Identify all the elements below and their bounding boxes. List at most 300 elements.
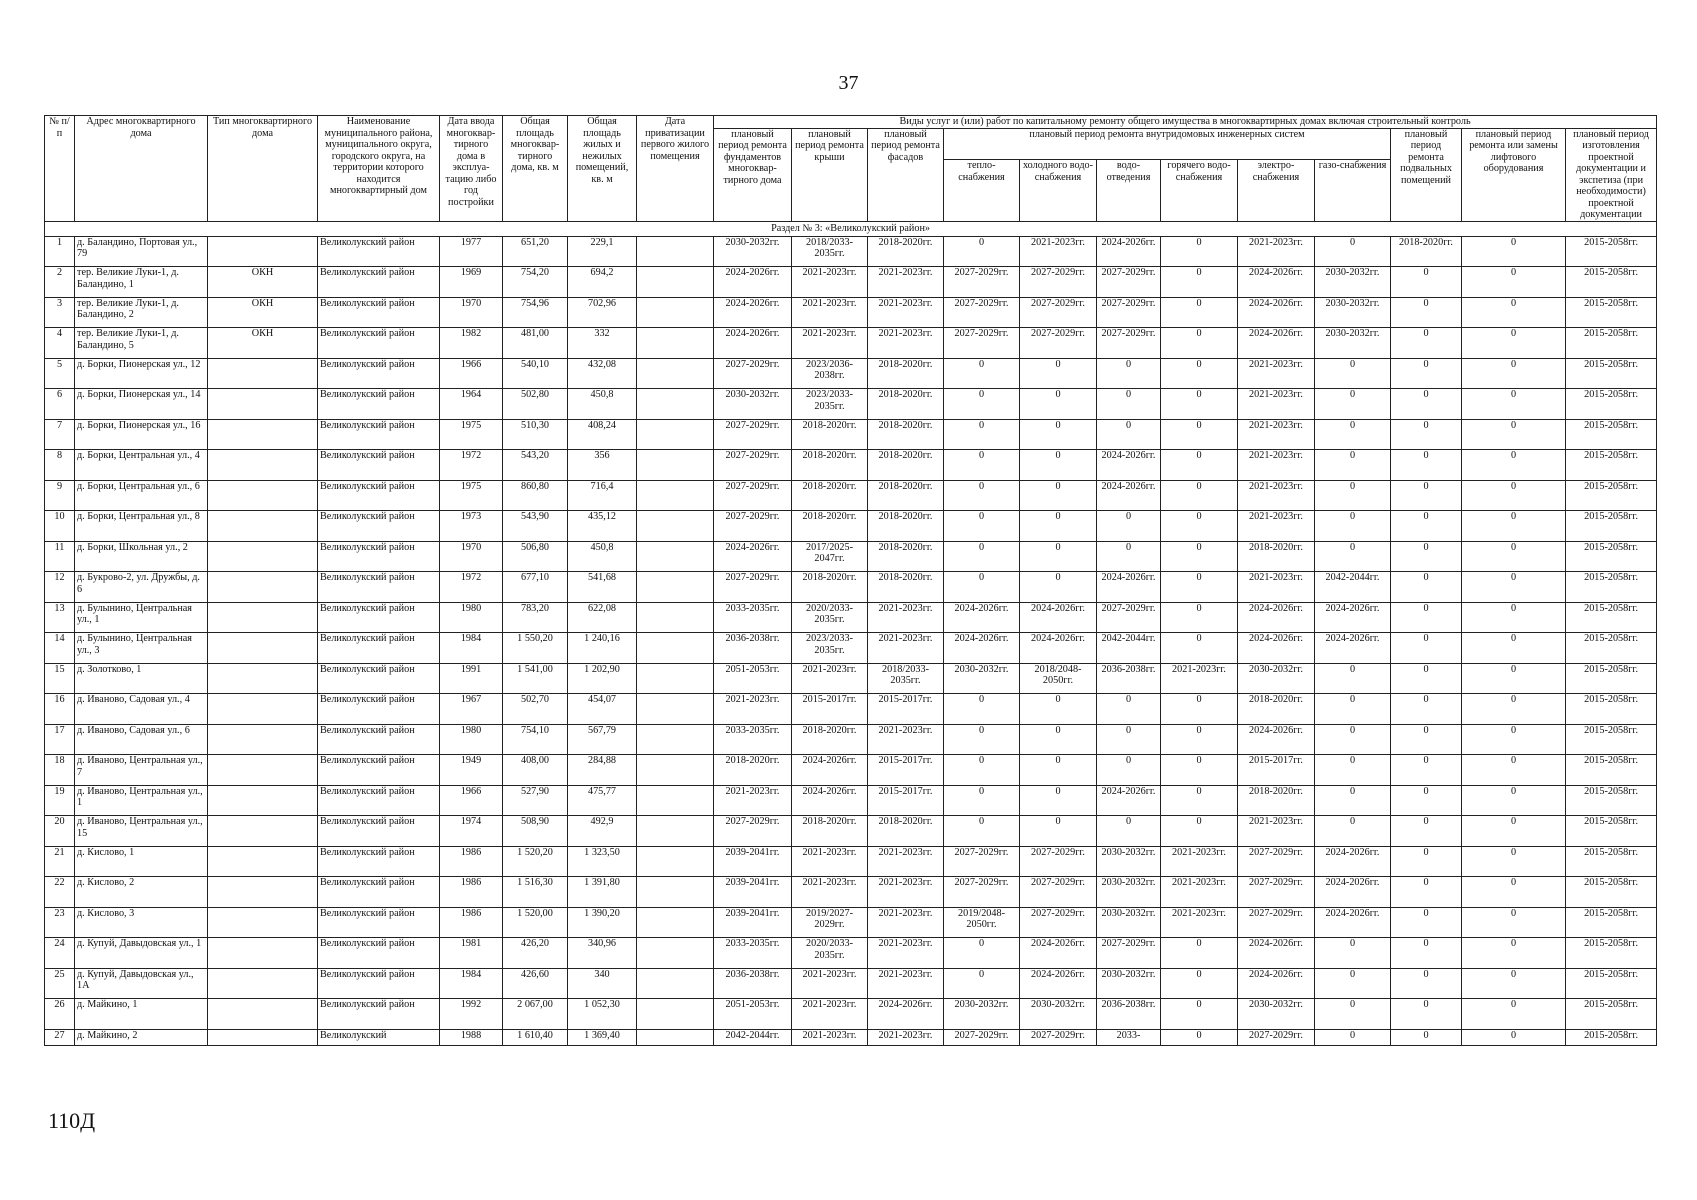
cell-electric: 2024-2026гг. [1238,267,1315,298]
cell-residential-area: 340,96 [568,938,637,969]
table-row [45,694,1657,725]
cell-municipality: Великолукский район [318,358,440,389]
cell-gas: 0 [1315,785,1391,816]
cell-total-area: 1 520,20 [503,846,568,877]
cell-cold-water: 0 [1020,480,1097,511]
cell-residential-area: 284,88 [568,755,637,786]
cell-electric: 2021-2023гг. [1238,358,1315,389]
cell-num: 7 [45,419,75,450]
cell-sewer: 2033- [1097,1029,1161,1045]
cell-privatization [637,389,714,420]
cell-gas: 0 [1315,511,1391,542]
cell-foundation: 2039-2041гг. [714,846,792,877]
cell-facade: 2015-2017гг. [868,785,944,816]
cell-facade: 2018-2020гг. [868,236,944,267]
cell-foundation: 2018-2020гг. [714,755,792,786]
cell-hot-water: 0 [1161,419,1238,450]
cell-num: 5 [45,358,75,389]
cell-hot-water: 0 [1161,450,1238,481]
cell-heat: 2024-2026гг. [944,602,1020,633]
section-title: Раздел № 3: «Великолукский район» [45,221,1657,236]
cell-design: 2015-2058гг. [1566,328,1657,359]
cell-heat: 0 [944,724,1020,755]
cell-sewer: 0 [1097,541,1161,572]
cell-design: 2015-2058гг. [1566,663,1657,694]
cell-electric: 2027-2029гг. [1238,846,1315,877]
header-roof: плановый период ремонта крыши [792,128,868,221]
table-row [45,480,1657,511]
cell-heat: 0 [944,450,1020,481]
cell-elevator: 0 [1462,938,1566,969]
cell-basement: 0 [1391,419,1462,450]
cell-residential-area: 567,79 [568,724,637,755]
table-row [45,938,1657,969]
cell-hot-water: 0 [1161,358,1238,389]
cell-municipality: Великолукский район [318,572,440,603]
cell-cold-water: 2024-2026гг. [1020,633,1097,664]
cell-address: д. Иваново, Садовая ул., 4 [75,694,208,725]
table-row [45,785,1657,816]
cell-facade: 2018-2020гг. [868,480,944,511]
cell-foundation: 2027-2029гг. [714,572,792,603]
cell-roof: 2021-2023гг. [792,968,868,999]
cell-heat: 0 [944,816,1020,847]
cell-foundation: 2036-2038гг. [714,633,792,664]
table-row [45,358,1657,389]
cell-roof: 2019/2027-2029гг. [792,907,868,938]
cell-privatization [637,1029,714,1045]
cell-privatization [637,480,714,511]
cell-type [208,541,318,572]
table-row [45,297,1657,328]
cell-num: 8 [45,450,75,481]
cell-municipality: Великолукский район [318,602,440,633]
cell-municipality: Великолукский район [318,389,440,420]
cell-basement: 0 [1391,999,1462,1030]
header-heat: тепло-снабжения [944,160,1020,221]
cell-roof: 2023/2033-2035гг. [792,633,868,664]
table-row [45,267,1657,298]
cell-hot-water: 0 [1161,938,1238,969]
cell-municipality: Великолукский район [318,755,440,786]
cell-sewer: 0 [1097,358,1161,389]
cell-foundation: 2033-2035гг. [714,724,792,755]
cell-elevator: 0 [1462,511,1566,542]
cell-roof: 2021-2023гг. [792,999,868,1030]
cell-type [208,602,318,633]
cell-type [208,1029,318,1045]
cell-total-area: 754,20 [503,267,568,298]
cell-municipality: Великолукский район [318,419,440,450]
cell-type [208,511,318,542]
cell-heat: 0 [944,419,1020,450]
cell-municipality: Великолукский район [318,267,440,298]
cell-residential-area: 432,08 [568,358,637,389]
cell-hot-water: 0 [1161,511,1238,542]
cell-type [208,663,318,694]
cell-design: 2015-2058гг. [1566,785,1657,816]
cell-address: д. Майкино, 1 [75,999,208,1030]
cell-num: 11 [45,541,75,572]
cell-elevator: 0 [1462,877,1566,908]
cell-residential-area: 340 [568,968,637,999]
cell-gas: 2030-2032гг. [1315,267,1391,298]
cell-sewer: 2024-2026гг. [1097,572,1161,603]
cell-electric: 2018-2020гг. [1238,694,1315,725]
cell-basement: 0 [1391,785,1462,816]
cell-num: 4 [45,328,75,359]
cell-residential-area: 229,1 [568,236,637,267]
cell-elevator: 0 [1462,541,1566,572]
cell-design: 2015-2058гг. [1566,938,1657,969]
cell-basement: 0 [1391,633,1462,664]
cell-type [208,419,318,450]
cell-electric: 2024-2026гг. [1238,633,1315,664]
header-sewer: водо-отведения [1097,160,1161,221]
cell-num: 22 [45,877,75,908]
cell-residential-area: 450,8 [568,389,637,420]
cell-municipality: Великолукский район [318,724,440,755]
cell-electric: 2021-2023гг. [1238,389,1315,420]
cell-hot-water: 0 [1161,785,1238,816]
cell-design: 2015-2058гг. [1566,633,1657,664]
cell-design: 2015-2058гг. [1566,358,1657,389]
table-row [45,450,1657,481]
cell-type [208,572,318,603]
cell-basement: 0 [1391,663,1462,694]
cell-residential-area: 1 202,90 [568,663,637,694]
cell-facade: 2021-2023гг. [868,846,944,877]
cell-municipality: Великолукский район [318,816,440,847]
cell-facade: 2015-2017гг. [868,694,944,725]
cell-foundation: 2033-2035гг. [714,602,792,633]
cell-hot-water: 0 [1161,297,1238,328]
cell-residential-area: 1 390,20 [568,907,637,938]
cell-roof: 2021-2023гг. [792,267,868,298]
cell-heat: 2024-2026гг. [944,633,1020,664]
cell-elevator: 0 [1462,602,1566,633]
cell-municipality: Великолукский район [318,938,440,969]
cell-gas: 0 [1315,450,1391,481]
cell-heat: 2027-2029гг. [944,267,1020,298]
cell-total-area: 543,90 [503,511,568,542]
cell-total-area: 754,96 [503,297,568,328]
table-row [45,633,1657,664]
cell-elevator: 0 [1462,968,1566,999]
cell-cold-water: 0 [1020,785,1097,816]
cell-type [208,236,318,267]
cell-basement: 0 [1391,816,1462,847]
cell-year: 1967 [440,694,503,725]
table-row [45,1029,1657,1045]
cell-heat: 0 [944,236,1020,267]
cell-foundation: 2027-2029гг. [714,419,792,450]
cell-privatization [637,511,714,542]
cell-gas: 0 [1315,480,1391,511]
cell-facade: 2021-2023гг. [868,907,944,938]
cell-elevator: 0 [1462,694,1566,725]
cell-electric: 2030-2032гг. [1238,663,1315,694]
header-electric: электро-снабжения [1238,160,1315,221]
cell-gas: 2024-2026гг. [1315,907,1391,938]
cell-foundation: 2027-2029гг. [714,450,792,481]
cell-basement: 0 [1391,694,1462,725]
cell-design: 2015-2058гг. [1566,602,1657,633]
cell-residential-area: 1 052,30 [568,999,637,1030]
cell-address: д. Булынино, Центральная ул., 3 [75,633,208,664]
cell-year: 1980 [440,724,503,755]
cell-num: 19 [45,785,75,816]
cell-electric: 2021-2023гг. [1238,572,1315,603]
header-num: № п/п [45,116,75,222]
cell-total-area: 677,10 [503,572,568,603]
cell-privatization [637,663,714,694]
cell-type [208,938,318,969]
cell-type: ОКН [208,267,318,298]
cell-electric: 2021-2023гг. [1238,511,1315,542]
cell-total-area: 502,80 [503,389,568,420]
cell-hot-water: 0 [1161,480,1238,511]
cell-address: д. Кислово, 3 [75,907,208,938]
cell-residential-area: 622,08 [568,602,637,633]
cell-privatization [637,724,714,755]
cell-gas: 0 [1315,1029,1391,1045]
cell-privatization [637,877,714,908]
cell-year: 1984 [440,633,503,664]
cell-address: д. Булынино, Центральная ул., 1 [75,602,208,633]
cell-design: 2015-2058гг. [1566,968,1657,999]
cell-residential-area: 408,24 [568,419,637,450]
cell-electric: 2018-2020гг. [1238,541,1315,572]
cell-num: 18 [45,755,75,786]
cell-design: 2015-2058гг. [1566,999,1657,1030]
table-row [45,724,1657,755]
cell-gas: 0 [1315,694,1391,725]
cell-elevator: 0 [1462,572,1566,603]
cell-basement: 0 [1391,480,1462,511]
cell-total-area: 426,20 [503,938,568,969]
header-type: Тип многоквартирного дома [208,116,318,222]
cell-facade: 2024-2026гг. [868,999,944,1030]
cell-hot-water: 0 [1161,1029,1238,1045]
cell-electric: 2021-2023гг. [1238,236,1315,267]
cell-heat: 0 [944,755,1020,786]
cell-year: 1980 [440,602,503,633]
cell-design: 2015-2058гг. [1566,1029,1657,1045]
cell-gas: 0 [1315,816,1391,847]
cell-facade: 2021-2023гг. [868,1029,944,1045]
cell-type [208,999,318,1030]
cell-municipality: Великолукский район [318,907,440,938]
cell-municipality: Великолукский район [318,846,440,877]
cell-roof: 2021-2023гг. [792,1029,868,1045]
cell-address: д. Борки, Центральная ул., 8 [75,511,208,542]
cell-electric: 2027-2029гг. [1238,1029,1315,1045]
cell-year: 1975 [440,419,503,450]
cell-total-area: 506,80 [503,541,568,572]
cell-facade: 2021-2023гг. [868,297,944,328]
cell-sewer: 0 [1097,389,1161,420]
cell-address: тер. Великие Луки-1, д. Баландино, 5 [75,328,208,359]
header-commission-date: Дата ввода многоквар-тирного дома в эксплуа-тацию либо год постройки [440,116,503,222]
cell-type [208,389,318,420]
cell-num: 20 [45,816,75,847]
cell-municipality: Великолукский район [318,450,440,481]
cell-total-area: 510,30 [503,419,568,450]
cell-address: д. Баландино, Портовая ул., 79 [75,236,208,267]
cell-year: 1973 [440,511,503,542]
cell-foundation: 2030-2032гг. [714,389,792,420]
cell-residential-area: 1 391,80 [568,877,637,908]
cell-year: 1988 [440,1029,503,1045]
cell-facade: 2021-2023гг. [868,633,944,664]
cell-privatization [637,450,714,481]
cell-sewer: 2027-2029гг. [1097,938,1161,969]
cell-num: 15 [45,663,75,694]
cell-total-area: 540,10 [503,358,568,389]
header-municipality: Наименование муниципального района, муниципального округа, городского округа, на территории которого находится многоквартирный дом [318,116,440,222]
cell-roof: 2017/2025-2047гг. [792,541,868,572]
cell-facade: 2021-2023гг. [868,877,944,908]
cell-sewer: 0 [1097,511,1161,542]
cell-cold-water: 2024-2026гг. [1020,602,1097,633]
cell-sewer: 2027-2029гг. [1097,602,1161,633]
cell-total-area: 754,10 [503,724,568,755]
cell-num: 3 [45,297,75,328]
cell-num: 2 [45,267,75,298]
cell-residential-area: 332 [568,328,637,359]
cell-total-area: 481,00 [503,328,568,359]
cell-sewer: 2036-2038гг. [1097,663,1161,694]
cell-municipality: Великолукский район [318,480,440,511]
cell-privatization [637,846,714,877]
cell-sewer: 2024-2026гг. [1097,480,1161,511]
cell-foundation: 2051-2053гг. [714,999,792,1030]
cell-sewer: 2024-2026гг. [1097,785,1161,816]
cell-elevator: 0 [1462,785,1566,816]
cell-electric: 2027-2029гг. [1238,907,1315,938]
cell-residential-area: 1 240,16 [568,633,637,664]
cell-total-area: 1 520,00 [503,907,568,938]
cell-roof: 2021-2023гг. [792,663,868,694]
cell-address: д. Борки, Пионерская ул., 12 [75,358,208,389]
cell-privatization [637,938,714,969]
cell-heat: 2030-2032гг. [944,663,1020,694]
cell-privatization [637,999,714,1030]
header-engineering-group: плановый период ремонта внутридомовых инженерных систем [944,128,1391,160]
cell-electric: 2015-2017гг. [1238,755,1315,786]
cell-design: 2015-2058гг. [1566,389,1657,420]
cell-address: д. Купуй, Давыдовская ул., 1 [75,938,208,969]
cell-num: 23 [45,907,75,938]
cell-municipality: Великолукский район [318,236,440,267]
table-row [45,999,1657,1030]
cell-address: д. Иваново, Садовая ул., 6 [75,724,208,755]
cell-total-area: 651,20 [503,236,568,267]
cell-foundation: 2036-2038гг. [714,968,792,999]
cell-total-area: 1 516,30 [503,877,568,908]
cell-privatization [637,755,714,786]
footer-code: 110Д [48,1108,96,1133]
cell-privatization [637,968,714,999]
cell-num: 27 [45,1029,75,1045]
cell-facade: 2018-2020гг. [868,419,944,450]
cell-basement: 0 [1391,328,1462,359]
cell-hot-water: 0 [1161,968,1238,999]
cell-year: 1992 [440,999,503,1030]
cell-elevator: 0 [1462,267,1566,298]
table-row [45,389,1657,420]
cell-gas: 0 [1315,389,1391,420]
table-row [45,968,1657,999]
page-number: 37 [838,72,859,94]
cell-num: 1 [45,236,75,267]
cell-municipality: Великолукский район [318,877,440,908]
cell-elevator: 0 [1462,358,1566,389]
cell-roof: 2021-2023гг. [792,297,868,328]
cell-roof: 2018-2020гг. [792,480,868,511]
cell-electric: 2027-2029гг. [1238,877,1315,908]
header-elevator: плановый период ремонта или замены лифтового оборудования [1462,128,1566,221]
cell-year: 1966 [440,358,503,389]
cell-total-area: 2 067,00 [503,999,568,1030]
cell-elevator: 0 [1462,419,1566,450]
cell-hot-water: 0 [1161,541,1238,572]
cell-elevator: 0 [1462,1029,1566,1045]
cell-facade: 2021-2023гг. [868,267,944,298]
cell-num: 14 [45,633,75,664]
cell-elevator: 0 [1462,755,1566,786]
cell-cold-water: 0 [1020,724,1097,755]
cell-elevator: 0 [1462,633,1566,664]
cell-design: 2015-2058гг. [1566,694,1657,725]
cell-sewer: 2030-2032гг. [1097,877,1161,908]
cell-design: 2015-2058гг. [1566,541,1657,572]
header-foundation: плановый период ремонта фундаментов многоквар-тирного дома [714,128,792,221]
cell-cold-water: 0 [1020,511,1097,542]
cell-residential-area: 716,4 [568,480,637,511]
cell-total-area: 1 550,20 [503,633,568,664]
header-address: Адрес многоквартирного дома [75,116,208,222]
cell-basement: 0 [1391,938,1462,969]
table-row [45,328,1657,359]
cell-electric: 2024-2026гг. [1238,724,1315,755]
cell-municipality: Великолукский район [318,511,440,542]
cell-municipality: Великолукский район [318,541,440,572]
cell-hot-water: 0 [1161,267,1238,298]
cell-hot-water: 2021-2023гг. [1161,877,1238,908]
cell-roof: 2021-2023гг. [792,328,868,359]
cell-residential-area: 492,9 [568,816,637,847]
cell-elevator: 0 [1462,999,1566,1030]
cell-num: 12 [45,572,75,603]
cell-heat: 0 [944,572,1020,603]
cell-facade: 2018-2020гг. [868,511,944,542]
cell-type [208,785,318,816]
cell-cold-water: 0 [1020,450,1097,481]
cell-basement: 0 [1391,877,1462,908]
cell-address: д. Золотково, 1 [75,663,208,694]
cell-sewer: 2036-2038гг. [1097,999,1161,1030]
cell-design: 2015-2058гг. [1566,450,1657,481]
cell-municipality: Великолукский район [318,694,440,725]
cell-year: 1977 [440,236,503,267]
cell-address: д. Борки, Пионерская ул., 16 [75,419,208,450]
cell-privatization [637,694,714,725]
cell-elevator: 0 [1462,389,1566,420]
cell-privatization [637,358,714,389]
table-row [45,511,1657,542]
